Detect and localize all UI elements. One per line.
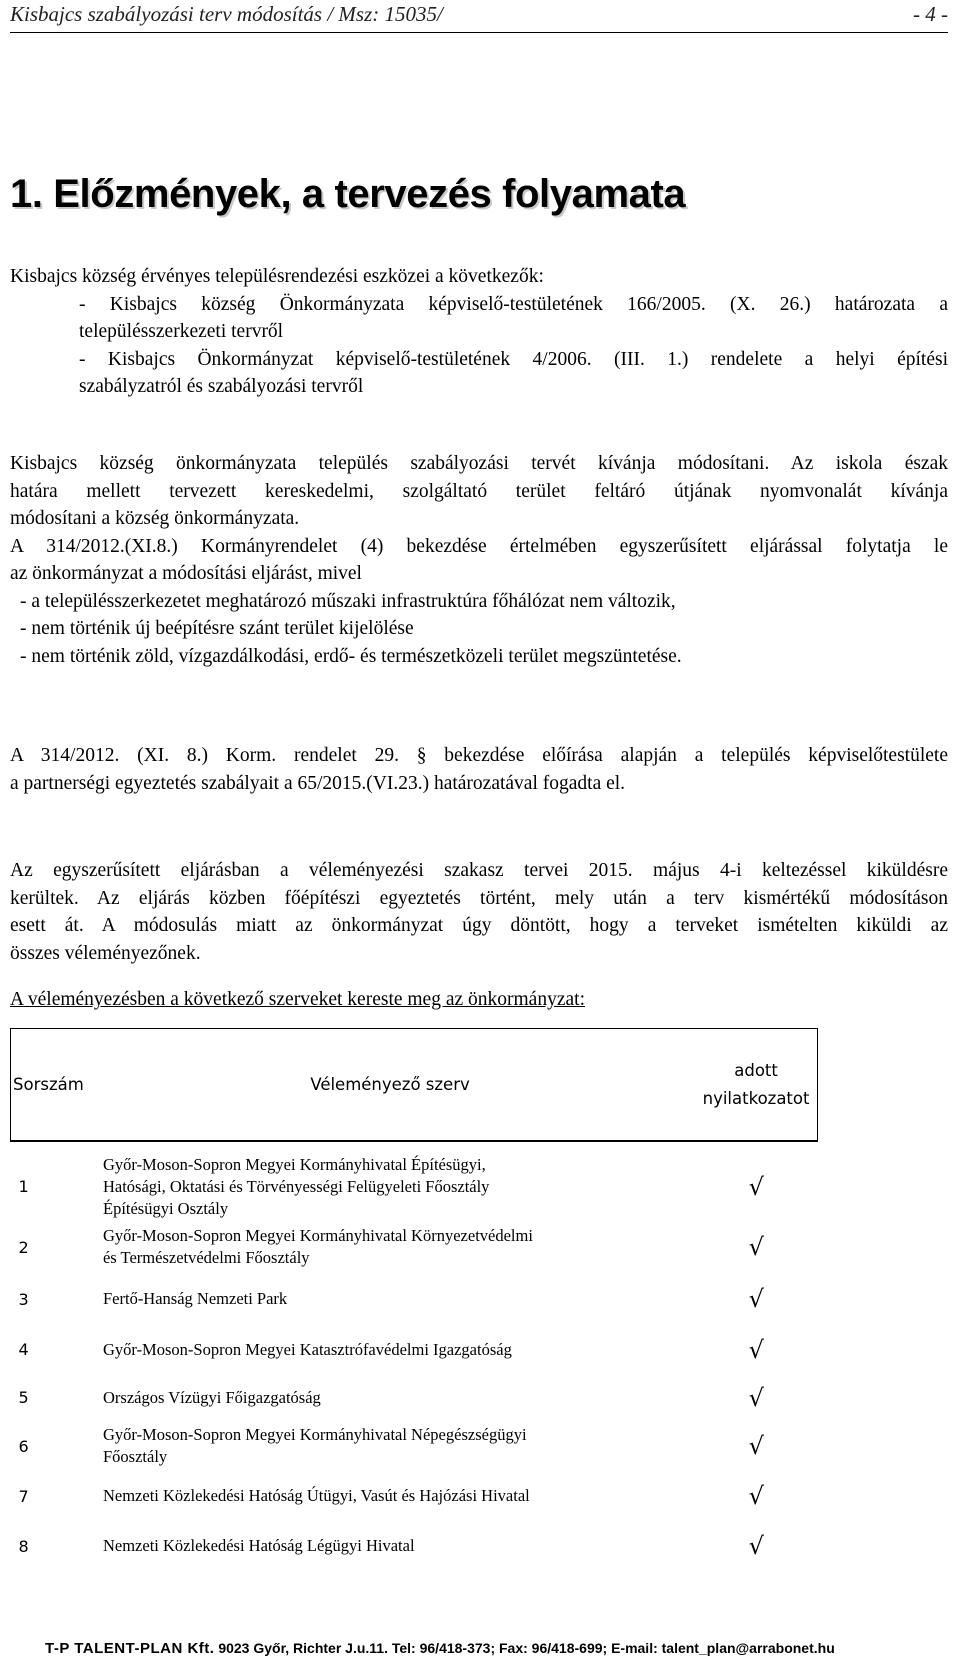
- row-organization: [85, 1421, 695, 1471]
- table-row: [11, 1273, 818, 1325]
- row-number: 8: [18, 1536, 29, 1556]
- org-line: Főosztály: [102, 1447, 168, 1466]
- row-organization: Országos Vízügyi Főigazgatóság: [102, 1387, 321, 1407]
- intro-paragraph: [10, 263, 948, 401]
- paragraph-partnership: [10, 742, 948, 797]
- para2-line: Kisbajcs község önkormányzata település szabályozási tervét kívánja módosítani. Az iskola észak: [10, 453, 948, 474]
- table-row: [11, 1471, 818, 1521]
- para3-line: A 314/2012. (XI. 8.) Korm. rendelet 29. § bekezdése előírása alapján a település képviselőtestülete: [10, 745, 948, 766]
- para4-line: esett át. A módosulás miatt az önkormányzat úgy döntött, hogy a terveket ismételten kiküldi az: [10, 915, 948, 936]
- para2-line: határa mellett tervezett kereskedelmi, szolgáltató terület feltáró útjának nyomvonalát kívánja: [10, 480, 948, 502]
- reviewer-table: [10, 1028, 818, 1571]
- row-organization: [85, 1141, 695, 1221]
- header-statement-given: [695, 1029, 817, 1142]
- row-organization: Nemzeti Közlekedési Hatóság Útügyi, Vasút és Hajózási Hivatal: [102, 1486, 530, 1505]
- row-organization: [85, 1221, 695, 1273]
- paragraph-procedure: [10, 857, 948, 967]
- header-reviewer-org: Véleményező szerv: [85, 1029, 695, 1142]
- org-line: Építésügyi Osztály: [102, 1198, 229, 1218]
- para4-line: összes véleményezőnek.: [10, 942, 201, 964]
- table-row: [11, 1374, 818, 1421]
- check-mark-icon: √: [748, 1285, 764, 1313]
- para2-line: A 314/2012.(XI.8.) Kormányrendelet (4) bekezdése értelmében egyszerűsített eljárással folytatja le: [10, 535, 948, 557]
- check-mark-icon: √: [748, 1233, 764, 1261]
- table-intro-text: A véleményezésben a következő szerveket kereste meg az önkormányzat:: [10, 989, 585, 1010]
- intro-item-1-line-1: - Kisbajcs község Önkormányzata képviselő-testületének 166/2005. (X. 26.) határozata a: [79, 293, 948, 315]
- para2-bullet: - nem történik új beépítésre szánt terület kijelölése: [20, 618, 414, 639]
- para2-bullet: - a településszerkezetet meghatározó műszaki infrastruktúra főhálózat nem változik,: [20, 590, 676, 612]
- check-mark-icon: √: [748, 1383, 764, 1412]
- row-number: 7: [18, 1486, 29, 1506]
- para3-line: a partnerségi egyeztetés szabályait a 65/2015.(VI.23.) határozatával fogadta el.: [10, 772, 626, 794]
- intro-item-2-line-1: - Kisbajcs Önkormányzat képviselő-testületének 4/2006. (III. 1.) rendelete a helyi építési: [79, 348, 948, 370]
- row-organization: Győr-Moson-Sopron Megyei Katasztrófavédelmi Igazgatóság: [102, 1339, 512, 1359]
- org-line: Győr-Moson-Sopron Megyei Kormányhivatal Népegészségügyi: [102, 1425, 527, 1444]
- row-number: 3: [18, 1289, 29, 1309]
- para4-line: Az egyszerűsített eljárásban a véleményezési szakasz tervei 2015. május 4-i keltezéssel kiküldésre: [10, 860, 948, 881]
- check-mark-icon: √: [748, 1432, 764, 1460]
- row-number: 4: [18, 1340, 29, 1359]
- header-statement-line-2: nyilatkozatot: [702, 1088, 810, 1108]
- table-row: [11, 1421, 818, 1471]
- org-line: Hatósági, Oktatási és Törvényességi Felügyeleti Főosztály: [102, 1176, 490, 1196]
- paragraph-modification: [10, 450, 948, 670]
- page-footer: [45, 1640, 835, 1657]
- para2-line: módosítani a község önkormányzata.: [10, 508, 300, 529]
- table-row: [11, 1141, 818, 1221]
- page-header: [10, 2, 948, 33]
- table-header-row: [11, 1029, 818, 1142]
- check-mark-icon: √: [748, 1482, 764, 1510]
- check-mark-icon: √: [748, 1532, 764, 1560]
- org-line: Győr-Moson-Sopron Megyei Kormányhivatal Építésügyi,: [102, 1154, 486, 1174]
- para4-line: kerültek. Az eljárás közben főépítészi egyeztetés történt, mely után a terv kismértékű módosításon: [10, 887, 948, 909]
- check-mark-icon: √: [748, 1335, 764, 1364]
- header-statement-line-1: adott: [734, 1060, 778, 1080]
- para2-bullet: - nem történik zöld, vízgazdálkodási, erdő- és természetközeli terület megszüntetése.: [20, 645, 682, 667]
- row-number: 6: [18, 1436, 29, 1456]
- intro-item-2-line-2: szabályzatról és szabályozási tervről: [79, 376, 364, 397]
- section-title: 1. Előzmények, a tervezés folyamata: [10, 172, 686, 216]
- row-number: 5: [18, 1388, 29, 1407]
- org-line: és Természetvédelmi Főosztály: [102, 1248, 310, 1267]
- table-row: [11, 1221, 818, 1273]
- header-document-title: Kisbajcs szabályozási terv módosítás / Msz: 15035/: [10, 2, 443, 26]
- intro-item-1-line-2: településszerkezeti tervről: [79, 321, 284, 342]
- table-row: [11, 1325, 818, 1374]
- table-row: [11, 1521, 818, 1571]
- table-intro: [10, 986, 948, 1014]
- header-page-number: - 4 -: [913, 2, 948, 26]
- check-mark-icon: √: [748, 1172, 764, 1201]
- company-address: 9023 Győr, Richter J.u.11. Tel: 96/418-373; Fax: 96/418-699; E-mail: talent_plan@arrabonet.hu: [218, 1640, 835, 1656]
- header-serial-number: Sorszám: [11, 1029, 85, 1142]
- row-number: 2: [18, 1237, 29, 1257]
- org-line: Győr-Moson-Sopron Megyei Kormányhivatal Környezetvédelmi: [102, 1226, 533, 1245]
- intro-lead: Kisbajcs község érvényes településrendezési eszközei a következők:: [10, 266, 544, 287]
- company-logo: T-P TALENT-PLAN Kft.: [45, 1640, 215, 1657]
- row-organization: Fertő-Hanság Nemzeti Park: [102, 1289, 288, 1308]
- row-organization: Nemzeti Közlekedési Hatóság Légügyi Hivatal: [102, 1536, 415, 1555]
- row-number: 1: [18, 1177, 29, 1196]
- para2-line: az önkormányzat a módosítási eljárást, mivel: [10, 563, 362, 584]
